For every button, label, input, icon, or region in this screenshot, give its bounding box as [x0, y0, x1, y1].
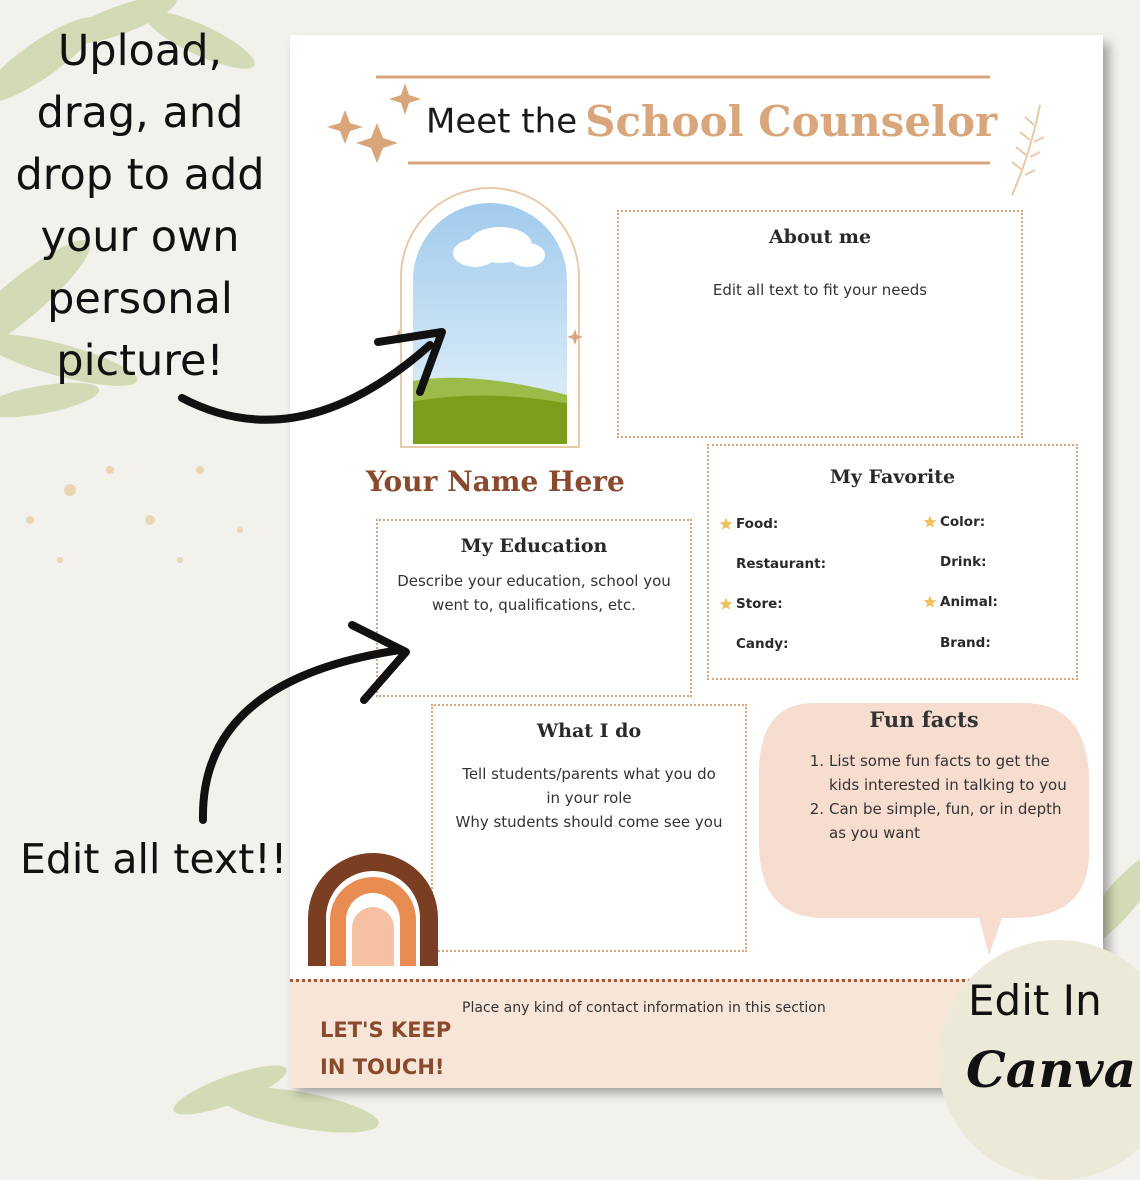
- favorite-label: Store:: [736, 596, 783, 612]
- arrow-icon: [182, 345, 430, 420]
- about-me-title: About me: [768, 226, 872, 248]
- upload-line: drag, and: [36, 88, 244, 138]
- fun-fact-line: kids interested in talking to you: [829, 776, 1067, 794]
- edit-in-canva-badge: [938, 940, 1140, 1180]
- what-i-do-line: Tell students/parents what you do: [462, 765, 716, 783]
- fun-fact-number: 2.: [809, 800, 824, 818]
- favorite-label: Brand:: [940, 635, 991, 651]
- arrow-icon: [203, 650, 400, 820]
- favorite-label: Food:: [736, 516, 779, 532]
- keep-line: LET'S KEEP: [320, 1018, 452, 1042]
- favorite-label: Candy:: [736, 636, 789, 652]
- title-prefix: Meet the: [426, 101, 578, 142]
- favorites-title: My Favorite: [829, 466, 956, 488]
- favorite-label: Animal:: [940, 594, 998, 610]
- fun-fact-line: List some fun facts to get the: [829, 752, 1050, 770]
- counselor-name: Your Name Here: [366, 465, 625, 498]
- education-title: My Education: [460, 535, 608, 557]
- upload-line: picture!: [56, 336, 224, 386]
- upload-line: Upload,: [57, 26, 223, 76]
- favorite-label: Restaurant:: [736, 556, 826, 572]
- about-me-text: Edit all text to fit your needs: [712, 281, 928, 299]
- what-i-do-title: What I do: [536, 720, 642, 742]
- fun-fact-line: Can be simple, fun, or in depth: [829, 800, 1062, 818]
- education-line: Describe your education, school you: [397, 572, 671, 590]
- fun-facts-title: Fun facts: [869, 707, 979, 732]
- canva-logo-text: Canva: [966, 1040, 1136, 1099]
- contact-text: Place any kind of contact information in this section: [462, 1000, 826, 1016]
- education-line: went to, qualifications, etc.: [432, 596, 636, 614]
- edit-in-label: Edit In: [968, 976, 1102, 1025]
- upload-line: your own: [40, 212, 240, 262]
- title-main: School Counselor: [585, 97, 998, 146]
- fun-fact-line: as you want: [829, 824, 920, 842]
- favorite-label: Color:: [940, 514, 986, 530]
- favorite-label: Drink:: [940, 554, 987, 570]
- what-i-do-line: in your role: [546, 789, 632, 807]
- what-i-do-line: Why students should come see you: [455, 813, 723, 831]
- fun-fact-number: 1.: [809, 752, 824, 770]
- keep-line: IN TOUCH!: [320, 1055, 445, 1079]
- upload-line: personal: [47, 274, 233, 324]
- upload-line: drop to add: [15, 150, 265, 200]
- edit-all-text-label: Edit all text!!: [20, 835, 288, 883]
